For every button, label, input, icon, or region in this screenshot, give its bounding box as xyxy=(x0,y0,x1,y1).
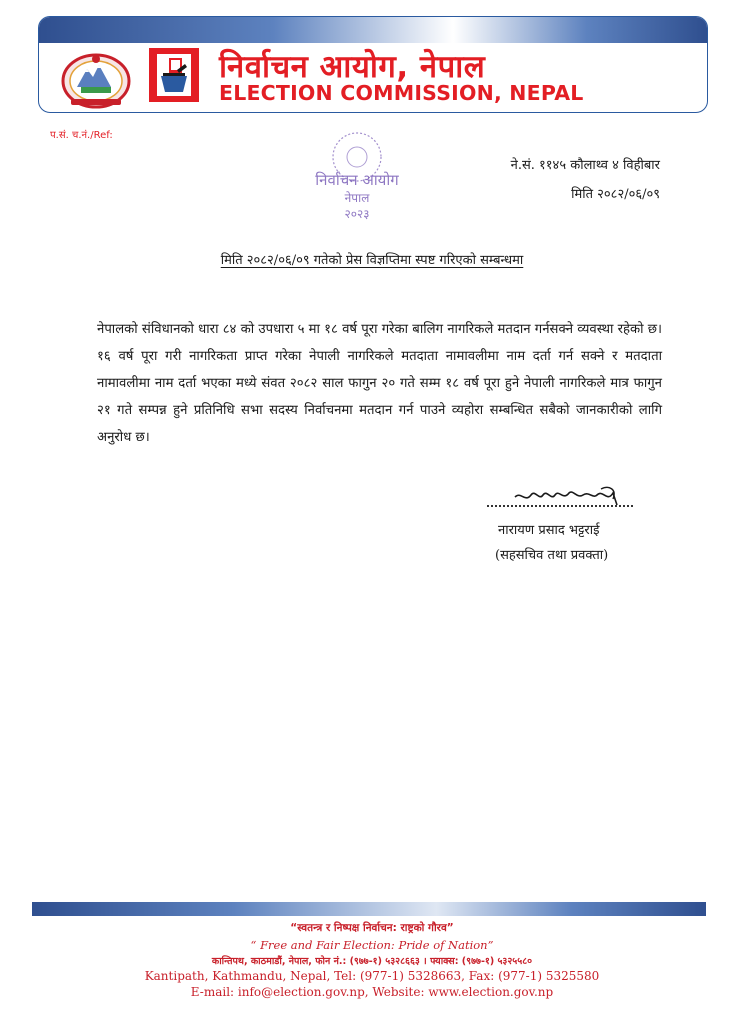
stamp-line-1: निर्वाचन आयोग xyxy=(315,171,399,189)
footer-motto-english: “ Free and Fair Election: Pride of Nation” xyxy=(250,938,494,952)
letterhead xyxy=(38,16,708,113)
subject-line xyxy=(0,250,744,268)
stamp-line-2: नेपाल xyxy=(344,191,370,205)
nepal-emblem-icon xyxy=(59,47,133,109)
subject-text: मिति २०८२/०६/०९ गतेको प्रेस विज्ञप्तिमा स्पष्ट गरिएको सम्बन्धमा xyxy=(220,253,524,268)
signature-icon xyxy=(485,483,635,523)
footer-band xyxy=(32,902,706,916)
footer-address-english: Kantipath, Kathmandu, Nepal, Tel: (977-1) 5328663, Fax: (977-1) 5325580 xyxy=(144,969,600,983)
office-stamp xyxy=(305,125,410,223)
header-band xyxy=(39,17,707,43)
stamp-line-3: २०२३ xyxy=(344,207,370,221)
nepal-sambat-date: ने.सं. ११४५ कौलाथ्व ४ विहीबार xyxy=(510,158,660,173)
ballot-box-logo-icon xyxy=(149,48,199,102)
footer-contact: E-mail: info@election.gov.np, Website: www.election.gov.np xyxy=(190,985,554,999)
footer-motto-nepali: “स्वतन्त्र र निष्पक्ष निर्वाचन: राष्ट्रको गौरव” xyxy=(290,922,454,934)
signature-line xyxy=(487,505,633,507)
signatory-name: नारायण प्रसाद भट्टराई xyxy=(498,523,600,538)
footer-address-nepali: कान्तिपथ, काठमाडौं, नेपाल, फोन नं.: (९७७-१) ५३२८६६३ । फ्याक्स: (९७७-१) ५३२५५८० xyxy=(211,956,533,967)
letterhead-title-english: ELECTION COMMISSION, NEPAL xyxy=(219,81,584,105)
reference-label: प.सं. च.नं./Ref: xyxy=(50,130,113,141)
signatory-role: (सहसचिव तथा प्रवक्ता) xyxy=(495,548,609,563)
letter-body: नेपालको संविधानको धारा ८४ को उपधारा ५ मा १८ वर्ष पूरा गरेका बालिग नागरिकले मतदान गर्नसक्ने व्यवस्था रहेको छ। १६ वर्ष पूरा गरी नागरिकता प्राप्त गरेका नेपाली नागरिकले मतदाता नामावलीमा नाम दर्ता गर्न सक्ने र मतदाता नामावलीमा नाम दर्ता भएका मध्ये संवत २०८२ साल फागुन २० गते सम्म १८ वर्ष पूरा हुने नेपाली नागरिकले मात्र फागुन २१ गते सम्पन्न हुने प्रतिनिधि सभा सदस्य निर्वाचनमा मतदान गर्न पाउने व्यहोरा सम्बन्धित सबैको जानकारीको लागि अनुरोध छ। xyxy=(97,322,662,445)
letter-date: मिति २०८२/०६/०९ xyxy=(571,187,660,202)
letterhead-title-nepali: निर्वाचन आयोग, नेपाल xyxy=(219,49,486,85)
